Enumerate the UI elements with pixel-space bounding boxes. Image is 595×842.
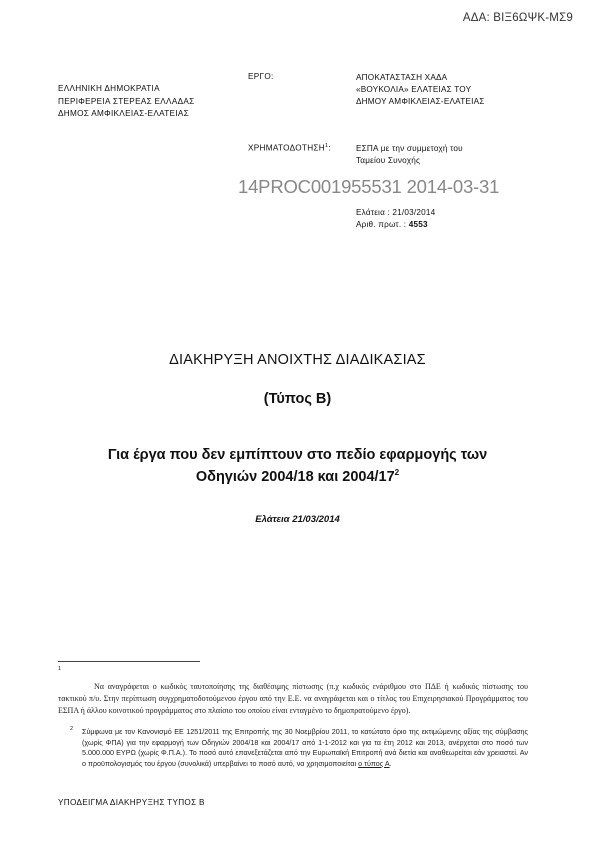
footnote-2-end: . [389, 758, 392, 768]
project-label: ΕΡΓΟ: [248, 72, 274, 81]
ada-code: ΑΔΑ: ΒΙΞ6ΩΨΚ-ΜΣ9 [462, 12, 573, 24]
issue-info [356, 207, 435, 231]
document-title: ΔΙΑΚΗΡΥΞΗ ΑΝΟΙΧΤΗΣ ΔΙΑΔΙΚΑΣΙΑΣ [169, 352, 426, 368]
footnote-1-text: Να αναγράφεται ο κωδικός ταυτοποίησης της διαθέσιμης πίστωσης (π.χ κωδικός ενάριθμου στο ΠΔΕ ή κωδικός πίστωσης του τακτικού π/υ. Στην περίπτωση συγχρηματοδοτούμενου έργου από την Ε.Ε. να αναγράφεται και ο τίτλος του Επιχειρησιακού Προγράμματος του ΕΣΠΑ ή άλλου κοινοτικού προγράμματος στο πλαίσιο του οποίου είναι ενταγμένο το δημοπρατούμενο έργο). [58, 682, 528, 715]
protocol-line [356, 219, 435, 231]
scope-line-2-text: Οδηγιών 2004/18 και 2004/17 [195, 468, 395, 485]
registry-stamp: 14PROC001955531 2014-03-31 [238, 176, 500, 197]
project-line-1: ΑΠΟΚΑΤΑΣΤΑΣΗ ΧΑΔΑ [356, 73, 448, 82]
project-line-3: ΔΗΜΟΥ ΑΜΦΙΚΛΕΙΑΣ-ΕΛΑΤΕΙΑΣ [356, 97, 485, 106]
footnote-2-body [82, 727, 528, 769]
footnote-2 [58, 727, 528, 769]
funding-footnote-ref: 1 [325, 143, 329, 149]
footnote-1-mark: 1 [58, 666, 62, 672]
scope-line-1: Για έργα που δεν εμπίπτουν στο πεδίο εφαρμογής των [107, 447, 488, 463]
scope-statement [0, 446, 595, 486]
issue-date: Ελάτεια : 21/03/2014 [356, 208, 436, 217]
footnote-2-type-a-reference: ο τύπος Α [358, 758, 390, 768]
document-type: (Τύπος Β) [263, 391, 332, 407]
protocol-number: 4553 [408, 220, 428, 229]
footnote-divider [58, 661, 200, 662]
project-line-2: «ΒΟΥΚΟΛΙΑ» ΕΛΑΤΕΙΑΣ ΤΟΥ [356, 85, 472, 94]
authority-line-region: ΠΕΡΙΦΕΡΕΙΑ ΣΤΕΡΕΑΣ ΕΛΛΑΔΑΣ [58, 96, 195, 106]
footnote-1 [58, 681, 528, 717]
funding-label-text: ΧΡΗΜΑΤΟΔΟΤΗΣΗ [248, 143, 326, 153]
place-and-date: Ελάτεια 21/03/2014 [255, 514, 340, 525]
funding-label [248, 143, 331, 153]
protocol-label: Αριθ. πρωτ. : [356, 220, 409, 229]
funding-source [356, 143, 536, 167]
scope-line-2 [0, 464, 595, 486]
funding-line-1: ΕΣΠΑ με την συμμετοχή του [356, 144, 463, 153]
footnote-2-text: Σύμφωνα με τον Κανονισμό ΕΕ 1251/2011 της Επιτροπής της 30 Νοεμβρίου 2011, το κατώτατο όριο της εκτιμώμενης αξίας της σύμβασης (χωρίς ΦΠΑ) για την εφαρμογή των Οδηγιών 2004/18 και 2004/17 από 1-1-2012 και για τα έτη 2012 και 2013, ανέρχεται στο ποσό των 5.000.000 ΕΥΡΩ (χωρίς Φ.Π.Α.). Το ποσό αυτό επανεξετάζεται από την Ευρωπαϊκή Επιτροπή ανά διετία και αναθεωρείται εάν χρειαστεί. Αν ο προϋπολογισμός του έργου (συνολικά) υπερβαίνει το ποσό αυτό, να χρησιμοποιείται [82, 727, 528, 768]
page-footer: ΥΠΟΔΕΙΓΜΑ ΔΙΑΚΗΡΥΞΗΣ ΤΥΠΟΣ Β [58, 798, 205, 807]
funding-line-2: Ταμείου Συνοχής [356, 156, 421, 165]
footnote-2-mark: 2 [70, 726, 74, 732]
funding-label-colon: : [328, 143, 331, 153]
project-name [356, 72, 556, 108]
issuing-authority [58, 83, 194, 121]
authority-line-municipality: ΔΗΜΟΣ ΑΜΦΙΚΛΕΙΑΣ-ΕΛΑΤΕΙΑΣ [58, 109, 189, 118]
scope-footnote-ref: 2 [394, 468, 400, 477]
authority-line-country: ΕΛΛΗΝΙΚΗ ΔΗΜΟΚΡΑΤΙΑ [58, 84, 160, 93]
